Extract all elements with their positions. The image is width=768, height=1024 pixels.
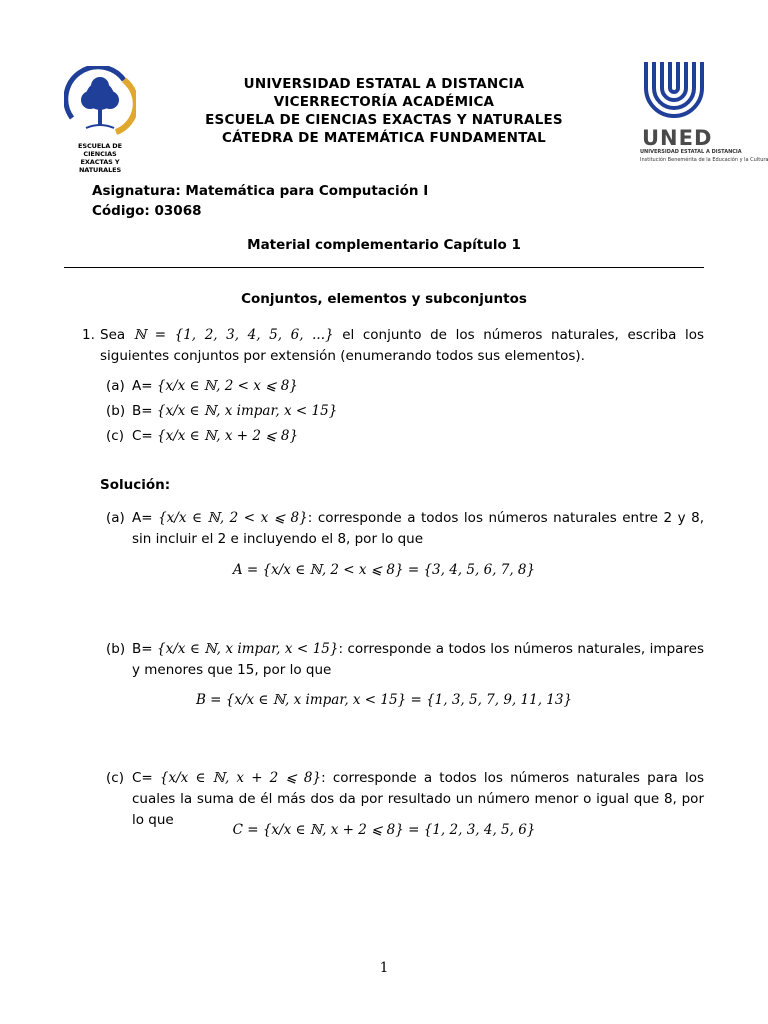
institution-line-4: CÁTEDRA DE MATEMÁTICA FUNDAMENTAL bbox=[222, 130, 546, 146]
uned-logo-line-1: UNIVERSIDAD ESTATAL A DISTANCIA bbox=[640, 149, 742, 155]
solution-equation-c: C = {x/x ∈ ℕ, x + 2 ⩽ 8} = {1, 2, 3, 4, 5, 6} bbox=[232, 822, 536, 838]
solution-prefix: A= bbox=[132, 510, 159, 526]
solution-math: {x/x ∈ ℕ, x impar, x < 15} bbox=[157, 641, 339, 657]
solution-label: Solución: bbox=[100, 477, 171, 493]
solution-text: : corresponde a todos los números naturales para los cuales la suma de él más dos da por resultado un número menor o igual que 8, por lo que bbox=[132, 770, 705, 828]
item-prefix: B= bbox=[132, 403, 157, 419]
institution-line-2: VICERRECTORÍA ACADÉMICA bbox=[273, 94, 495, 110]
solution-equation-b: B = {x/x ∈ ℕ, x impar, x < 15} = {1, 3, 5, 7, 9, 11, 13} bbox=[195, 692, 573, 708]
section-title: Conjuntos, elementos y subconjuntos bbox=[241, 291, 527, 307]
uned-logo bbox=[628, 58, 768, 166]
subject-info bbox=[92, 181, 428, 221]
question-text bbox=[100, 325, 704, 367]
solution-math: {x/x ∈ ℕ, 2 < x ⩽ 8} bbox=[158, 510, 308, 526]
item-label: (a) bbox=[106, 378, 125, 394]
school-logo-caption-1: ESCUELA DE CIENCIAS bbox=[78, 142, 122, 158]
solution-text: : corresponde a todos los números naturales, impares y menores que 15, por lo que bbox=[132, 641, 705, 678]
item-label: (b) bbox=[106, 403, 126, 419]
solution-math: {x/x ∈ ℕ, x + 2 ⩽ 8} bbox=[159, 770, 322, 786]
item-label: (c) bbox=[106, 428, 124, 444]
solution-item-label: (a) bbox=[106, 510, 125, 526]
solution-prefix: B= bbox=[132, 641, 158, 657]
school-logo bbox=[64, 66, 136, 174]
question-text-end: el conjunto de los números naturales, escriba los siguientes conjuntos por extensión (enumerando todos sus elementos). bbox=[100, 327, 704, 364]
institution-line-3: ESCUELA DE CIENCIAS EXACTAS Y NATURALES bbox=[205, 112, 563, 128]
subject-name: Asignatura: Matemática para Computación I bbox=[92, 183, 429, 199]
solution-prefix: C= bbox=[132, 770, 160, 786]
solution-equation-a: A = {x/x ∈ ℕ, 2 < x ⩽ 8} = {3, 4, 5, 6, 7, 8} bbox=[232, 562, 536, 578]
solution-item-label: (b) bbox=[106, 641, 126, 657]
item-math: {x/x ∈ ℕ, x + 2 ⩽ 8} bbox=[157, 428, 299, 444]
item-math: {x/x ∈ ℕ, x impar, x < 15} bbox=[156, 403, 338, 419]
institution-line-1: UNIVERSIDAD ESTATAL A DISTANCIA bbox=[243, 76, 525, 92]
uned-emblem-icon bbox=[628, 58, 728, 124]
page-number: 1 bbox=[379, 960, 389, 976]
solution-item-label: (c) bbox=[106, 770, 124, 786]
question-number: 1. bbox=[82, 327, 95, 343]
item-prefix: C= bbox=[132, 428, 158, 444]
subject-code: Código: 03068 bbox=[92, 203, 202, 219]
tree-logo-icon bbox=[64, 66, 136, 140]
item-prefix: A= bbox=[132, 378, 157, 394]
material-title: Material complementario Capítulo 1 bbox=[247, 237, 521, 253]
institution-header bbox=[160, 75, 608, 147]
item-math: {x/x ∈ ℕ, 2 < x ⩽ 8} bbox=[156, 378, 298, 394]
uned-logo-line-2: Institución Benemérita de la Educación y la Cultura bbox=[640, 157, 768, 163]
uned-brand-text: UNED bbox=[642, 126, 713, 150]
horizontal-rule bbox=[64, 267, 704, 268]
question-text-start: Sea bbox=[100, 327, 134, 343]
solution-text: : corresponde a todos los números naturales entre 2 y 8, sin incluir el 2 e incluyendo el 8, por lo que bbox=[132, 510, 704, 547]
natural-set-definition: ℕ = {1, 2, 3, 4, 5, 6, ...} bbox=[133, 327, 334, 343]
school-logo-caption-2: EXACTAS Y NATURALES bbox=[78, 158, 122, 174]
